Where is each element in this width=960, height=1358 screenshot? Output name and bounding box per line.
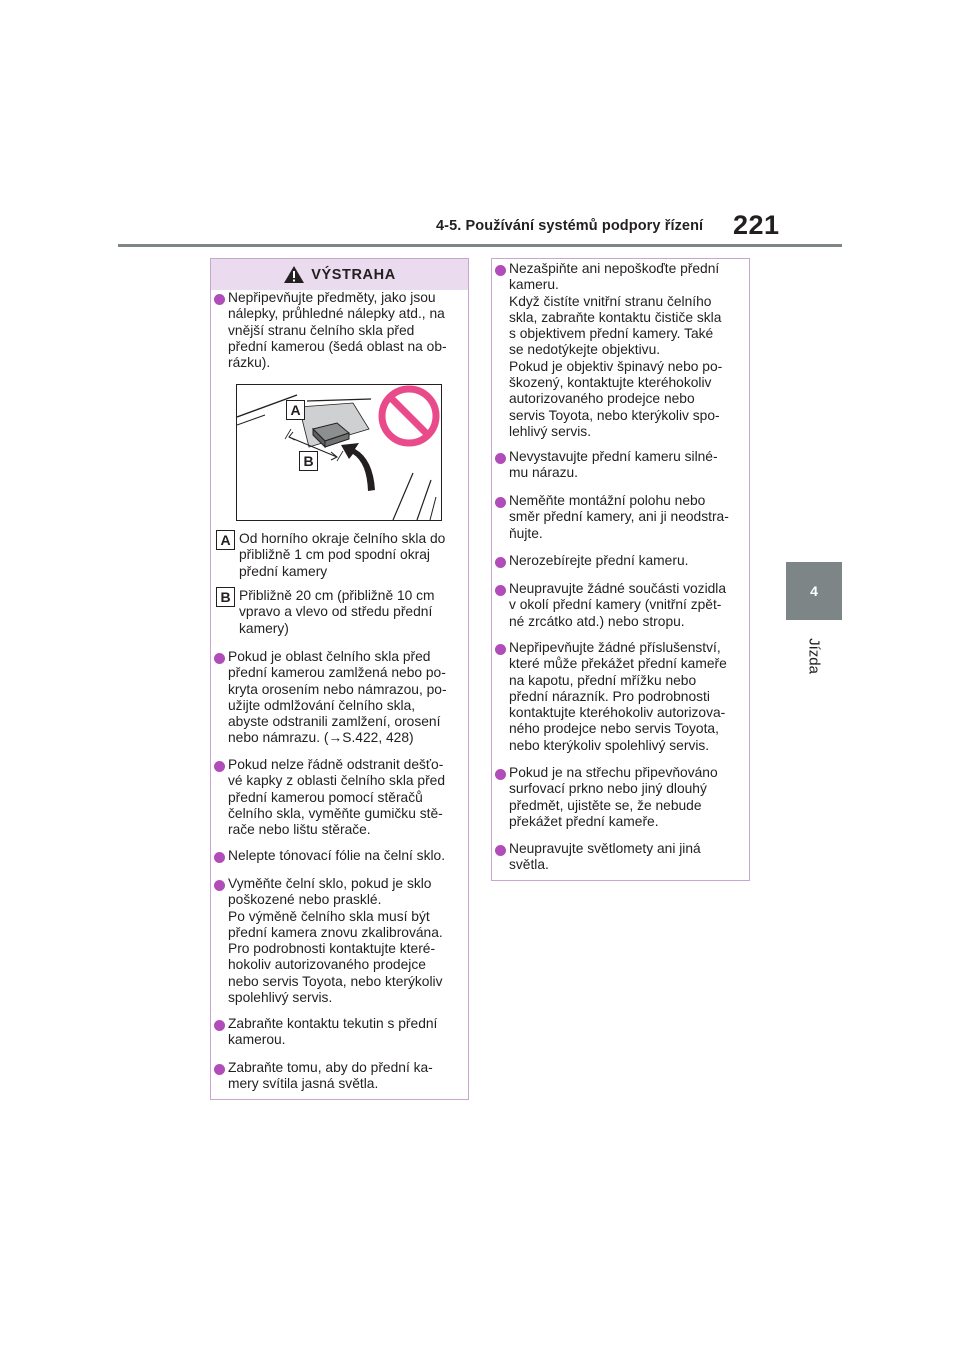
legend-text-a: Od horního okraje čelního skla do přibližně 1 cm pod spodní okraj přední kamery (239, 531, 446, 579)
right-bullet-text: Nerozebírejte přední kameru. (509, 553, 689, 568)
page-number: 221 (733, 210, 780, 240)
left-bullet-text: Zabraňte tomu, aby do přední ka- mery svítila jasná světla. (228, 1060, 433, 1092)
figure-label-a: A (286, 400, 305, 420)
bullet-marker (495, 845, 506, 856)
bullet-marker (495, 265, 506, 276)
warning-header (211, 259, 468, 290)
chapter-number: 4 (810, 583, 818, 599)
bullet-marker (495, 453, 506, 464)
chapter-tab (786, 562, 842, 620)
bullet-marker (495, 585, 506, 596)
legend-label-a: A (216, 530, 235, 550)
figure-label-b: B (299, 451, 318, 471)
left-bullet-text: Zabraňte kontaktu tekutin s přední kamerou. (228, 1016, 438, 1048)
bullet-marker (495, 769, 506, 780)
intro-text: Nepřipevňujte předměty, jako jsou nálepky, průhledné nálepky atd., na vnější stranu čelního skla před přední kamerou (šedá oblast na ob- rázku). (228, 290, 447, 371)
bullet-marker (214, 294, 225, 305)
legend-label-b: B (216, 587, 235, 607)
warning-title: VÝSTRAHA (311, 266, 396, 283)
right-bullet-text: Nezašpiňte ani nepoškoďte přední kameru. Když čistíte vnitřní stranu čelního skla, zabraňte kontaktu čističe skla s objektivem přední kamery. Také se nedotýkejte objektivu. Pokud je objektiv špinavý nebo po- škozený, kontaktujte kteréhokoliv autorizovaného prodejce nebo servis Toyota, nebo kterýkoliv spo- lehlivý servis. (509, 261, 723, 439)
right-bullet-text: Pokud je na střechu připevňováno surfovací prkno nebo jiný dlouhý předmět, ujistěte se, že nebude překážet přední kameře. (509, 765, 718, 829)
right-bullet-text: Neupravujte žádné součásti vozidla v okolí přední kamery (vnitřní zpět- né zrcátko atd.) nebo stropu. (509, 581, 727, 629)
legend-text-b: Přibližně 20 cm (přibližně 10 cm vpravo a vlevo od středu přední kamery) (239, 588, 435, 636)
bullet-marker (495, 557, 506, 568)
bullet-marker (495, 497, 506, 508)
windshield-camera-figure (236, 384, 442, 521)
bullet-marker (214, 852, 225, 863)
left-bullet-text: Nelepte tónovací fólie na čelní sklo. (228, 848, 446, 863)
bullet-marker (214, 880, 225, 891)
arrow-icon (341, 443, 375, 491)
bullet-marker (214, 1020, 225, 1031)
left-bullet-text: Pokud nelze řádně odstranit dešťo- vé kapky z oblasti čelního skla před přední kamerou pomocí stěračů čelního skla, vyměňte gumičku stě- rače nebo lištu stěrače. (228, 757, 446, 838)
chapter-name: Jízda (805, 638, 823, 674)
bullet-marker (214, 653, 225, 664)
left-bullet-text: Vyměňte čelní sklo, pokud je sklo poškozené nebo prasklé. Po výměně čelního skla musí být přední kamera znovu zkalibrována. Pro podrobnosti kontaktujte které- hokoliv autorizovaného prodejce nebo servis Toyota, nebo kterýkoliv spolehlivý servis. (228, 876, 443, 1006)
section-title: 4-5. Používání systémů podpory řízení (436, 218, 704, 234)
right-bullet-text: Neupravujte světlomety ani jiná světla. (509, 841, 701, 873)
chapter-label (786, 626, 842, 686)
header-rule (118, 244, 842, 247)
bullet-marker (495, 644, 506, 655)
left-bullet-text: Pokud je oblast čelního skla před přední kamerou zamlžená nebo po- kryta orosením nebo námrazou, po- užijte odmlžování čelního skla, abyste odstranili zamlžení, orosení nebo námrazu. (→S.422, 428) (228, 649, 447, 746)
right-bullet-text: Neměňte montážní polohu nebo směr přední kamery, ani ji neodstra- ňujte. (509, 493, 729, 541)
bullet-marker (214, 761, 225, 772)
prohibited-icon (382, 389, 436, 443)
bullet-marker (214, 1064, 225, 1075)
right-bullet-text: Nepřipevňujte žádné příslušenství, které může překážet přední kameře na kapotu, přední mřížku nebo přední nárazník. Pro podrobnosti kontaktujte kteréhokoliv autorizova- ného prodejce nebo servis Toyota, nebo kterýkoliv spolehlivý servis. (509, 640, 727, 753)
right-bullet-text: Nevystavujte přední kameru silné- mu nárazu. (509, 449, 718, 481)
warning-triangle-icon (283, 265, 305, 284)
